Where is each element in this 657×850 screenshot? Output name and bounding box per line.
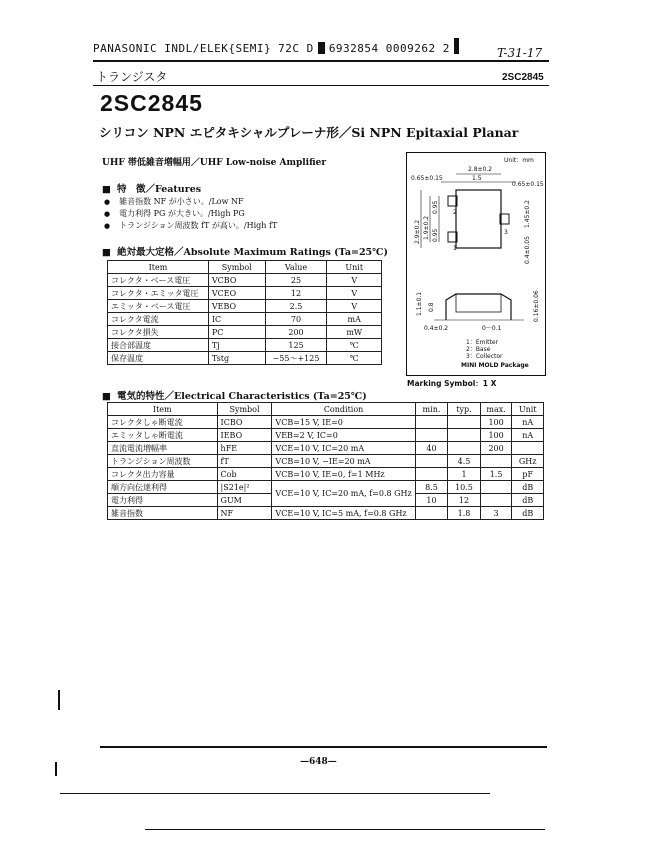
col-header: Value — [265, 261, 327, 274]
cell: 順方向伝達利得 — [108, 481, 218, 494]
table-row — [108, 274, 382, 287]
cell: ℃ — [327, 339, 382, 352]
cell: 12 — [265, 287, 327, 300]
cell: Cob — [217, 468, 272, 481]
col-header: min. — [415, 403, 448, 416]
cell: 10.5 — [448, 481, 481, 494]
col-header: Item — [108, 261, 209, 274]
part-subtitle: シリコン NPN エピタキシャルプレーナ形／Si NPN Epitaxial Planar — [99, 125, 519, 140]
cell: コレクタ出力容量 — [108, 468, 218, 481]
cell: pF — [512, 468, 544, 481]
application: UHF 帯低雑音増幅用／UHF Low-noise Amplifier — [102, 158, 327, 168]
pin-number: 3 — [504, 229, 508, 236]
dim-label: 2.8±0.2 — [468, 166, 493, 173]
header-rule — [93, 60, 549, 62]
cell: VEBO — [208, 300, 265, 313]
cell: VCBO — [208, 274, 265, 287]
features-list — [104, 196, 277, 232]
table-row — [108, 287, 382, 300]
marking-symbol: Marking Symbol：1 X — [407, 379, 497, 388]
cell — [480, 481, 512, 494]
dim-label: 0.65±0.15 — [411, 175, 443, 182]
cell: 接合部温度 — [108, 339, 209, 352]
cell: IC — [208, 313, 265, 326]
cell: コレクタ・エミッタ電圧 — [108, 287, 209, 300]
cell: 1.8 — [448, 507, 481, 520]
part-title: 2SC2845 — [100, 90, 203, 116]
cell: 1.5 — [480, 468, 512, 481]
cell — [480, 455, 512, 468]
table-row — [108, 300, 382, 313]
cell — [415, 455, 448, 468]
col-header: Symbol — [208, 261, 265, 274]
table-row — [108, 313, 382, 326]
cell: Tstg — [208, 352, 265, 365]
package-name: MINI MOLD Package — [461, 362, 529, 369]
category-label: トランジスタ — [96, 70, 168, 84]
pin-number: 1 — [453, 245, 457, 252]
cell: hFE — [217, 442, 272, 455]
col-header: Unit — [512, 403, 544, 416]
cell — [415, 416, 448, 429]
cell: 8.5 — [415, 481, 448, 494]
cell: 200 — [480, 442, 512, 455]
cell: fT — [217, 455, 272, 468]
feature-item: ● 雑音指数 NF が小さい。/Low NF — [104, 196, 277, 208]
cell: V — [327, 287, 382, 300]
cell: nA — [512, 429, 544, 442]
cell: エミッタ・ベース電圧 — [108, 300, 209, 313]
block-mark — [454, 38, 459, 54]
package-drawing — [406, 152, 546, 376]
table-row — [108, 429, 544, 442]
part-number-right: 2SC2845 — [502, 72, 544, 83]
abs-max-table — [107, 260, 382, 365]
cell: 1 — [448, 468, 481, 481]
cell: 保存温度 — [108, 352, 209, 365]
cell: 200 — [265, 326, 327, 339]
header-rule-2 — [93, 85, 549, 86]
package-body — [456, 190, 501, 248]
dim-label: 0.65±0.15 — [512, 181, 544, 188]
cell — [415, 507, 448, 520]
cell — [480, 494, 512, 507]
elec-heading: ■ 電気的特性／Electrical Characteristics (Ta=25℃) — [102, 388, 367, 402]
cell: ICBO — [217, 416, 272, 429]
cell: V — [327, 300, 382, 313]
cell: V — [327, 274, 382, 287]
cell: 2.5 — [265, 300, 327, 313]
dim-label: 0.16±0.06 — [533, 290, 540, 322]
table-row — [108, 352, 382, 365]
cell: IEBO — [217, 429, 272, 442]
cell: 3 — [480, 507, 512, 520]
table-header-row — [108, 403, 544, 416]
dim-label: 0～0.1 — [482, 325, 502, 332]
dim-label: 2.9±0.2 — [414, 219, 421, 244]
features-heading: ■ 特 徴／Features — [102, 181, 201, 195]
cell: VEB=2 V, IC=0 — [272, 429, 415, 442]
col-header: Condition — [272, 403, 415, 416]
table-header-row — [108, 261, 382, 274]
pin-legend: 2：Base — [466, 346, 491, 353]
cell: コレクタ・ベース電圧 — [108, 274, 209, 287]
cell: 100 — [480, 429, 512, 442]
unit-label: Unit：mm — [504, 157, 534, 164]
cell: mA — [327, 313, 382, 326]
cell: VCB=15 V, IE=0 — [272, 416, 415, 429]
col-header: typ. — [448, 403, 481, 416]
cell: PC — [208, 326, 265, 339]
cell: VCB=10 V, IE=0, f=1 MHz — [272, 468, 415, 481]
cell: NF — [217, 507, 272, 520]
dim-label: 0.8 — [428, 302, 435, 312]
pin-legend: 1：Emitter — [466, 339, 498, 346]
cell: 雑音指数 — [108, 507, 218, 520]
table-row — [108, 416, 544, 429]
cell: 100 — [480, 416, 512, 429]
col-header: max. — [480, 403, 512, 416]
dim-label: 0.95 — [432, 228, 439, 242]
cell: 4.5 — [448, 455, 481, 468]
cell — [448, 416, 481, 429]
cell: コレクタしゃ断電流 — [108, 416, 218, 429]
cell — [448, 429, 481, 442]
table-row — [108, 455, 544, 468]
cell: 25 — [265, 274, 327, 287]
cell: nA — [512, 416, 544, 429]
dim-label: 0.4±0.05 — [524, 236, 531, 264]
table-row — [108, 507, 544, 520]
cell: 40 — [415, 442, 448, 455]
dim-label: 1.1±0.1 — [416, 291, 423, 316]
handwritten-note: T-31-17 — [497, 46, 543, 60]
cell: Tj — [208, 339, 265, 352]
cell: 10 — [415, 494, 448, 507]
cell: コレクタ電流 — [108, 313, 209, 326]
block-mark — [318, 42, 325, 54]
table-row — [108, 468, 544, 481]
cell: GHz — [512, 455, 544, 468]
dim-label: 1.9±0.2 — [423, 215, 430, 240]
cell: mW — [327, 326, 382, 339]
cell: 12 — [448, 494, 481, 507]
cell: −55～+125 — [265, 352, 327, 365]
cell: VCB=10 V, −IE=20 mA — [272, 455, 415, 468]
cell: VCEO — [208, 287, 265, 300]
col-header: Unit — [327, 261, 382, 274]
cell — [415, 429, 448, 442]
col-header: Item — [108, 403, 218, 416]
dim-label: 0.95 — [432, 200, 439, 214]
scan-line — [60, 793, 490, 794]
feature-item: ● 電力利得 PG が大きい。/High PG — [104, 208, 277, 220]
feature-item: ● トランジション周波数 fT が高い。/High fT — [104, 220, 277, 232]
cell: VCE=10 V, IC=5 mA, f=0.8 GHz — [272, 507, 415, 520]
pin-number: 2 — [453, 209, 457, 216]
dim-label: 1.5 — [472, 175, 482, 182]
table-row — [108, 326, 382, 339]
table-row — [108, 339, 382, 352]
scan-line — [145, 829, 545, 830]
cell — [512, 442, 544, 455]
footer-rule — [100, 746, 547, 748]
scan-mark — [58, 690, 60, 710]
abs-max-heading: ■ 絶対最大定格／Absolute Maximum Ratings (Ta=25℃) — [102, 244, 388, 258]
col-header: Symbol — [217, 403, 272, 416]
scan-mark — [55, 762, 57, 776]
cell: エミッタしゃ断電流 — [108, 429, 218, 442]
dim-label: 1.45±0.2 — [524, 200, 531, 228]
header-codes: 6932854 0009262 2 — [328, 42, 450, 55]
page-number: —648— — [300, 757, 337, 767]
cell: dB — [512, 494, 544, 507]
pin-legend: 3：Collector — [466, 353, 503, 360]
cell: 直流電流増幅率 — [108, 442, 218, 455]
cell — [448, 442, 481, 455]
cell: dB — [512, 507, 544, 520]
table-row — [108, 481, 544, 494]
cell: |S21e|² — [217, 481, 272, 494]
cell: 125 — [265, 339, 327, 352]
cell: ℃ — [327, 352, 382, 365]
cell: 70 — [265, 313, 327, 326]
header-line: PANASONIC INDL/ELEK{SEMI} 72C D — [93, 42, 314, 55]
cell: GUM — [217, 494, 272, 507]
cell — [415, 468, 448, 481]
cell: dB — [512, 481, 544, 494]
cell: 電力利得 — [108, 494, 218, 507]
table-row — [108, 442, 544, 455]
dim-label: 0.4±0.2 — [424, 325, 449, 332]
cell: VCE=10 V, IC=20 mA — [272, 442, 415, 455]
cell: トランジション周波数 — [108, 455, 218, 468]
cell: VCE=10 V, IC=20 mA, f=0.8 GHz — [272, 481, 415, 507]
scan-header — [93, 38, 463, 55]
elec-table — [107, 402, 544, 520]
cell: コレクタ損失 — [108, 326, 209, 339]
